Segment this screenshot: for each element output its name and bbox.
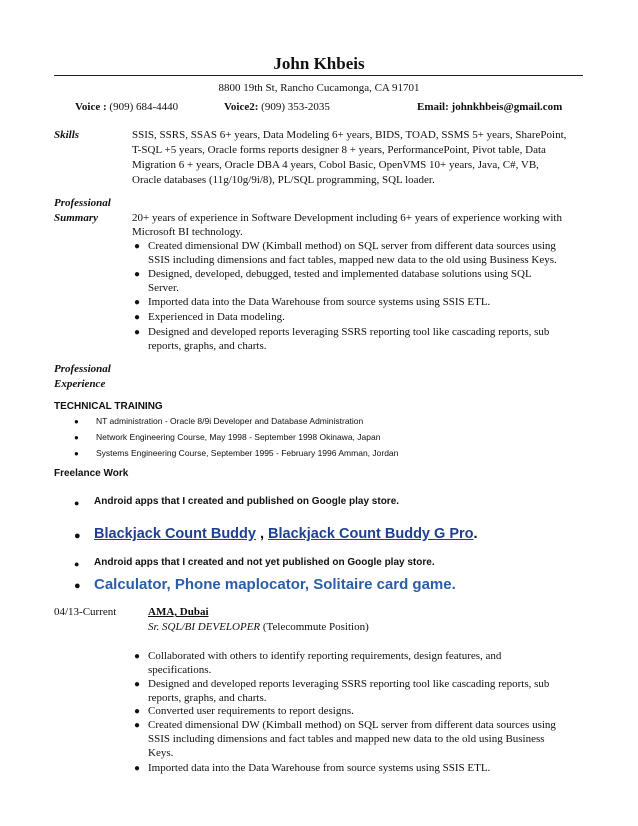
blackjack-count-buddy-link[interactable]: Blackjack Count Buddy: [94, 526, 256, 542]
freelance-title: Freelance Work: [54, 468, 129, 479]
bullet-icon: ●: [134, 297, 141, 308]
bullet-icon: ●: [134, 312, 141, 323]
bullet-icon: ●: [74, 580, 81, 592]
skills-line: SSIS, SSRS, SSAS 6+ years, Data Modeling 6+ years, BIDS, TOAD, SSMS 5+ years, SharePoint,: [132, 129, 567, 141]
summary-bullet: SSIS including dimensions and fact tables, mapped new data to the old using Business Keys.: [148, 254, 557, 266]
training-title: TECHNICAL TRAINING: [54, 401, 163, 412]
email: Email: johnkhbeis@gmail.com: [417, 101, 563, 113]
bullet-icon: ●: [134, 651, 141, 662]
blackjack-count-buddy-g-pro-link[interactable]: Blackjack Count Buddy G Pro: [268, 526, 474, 542]
summary-bullet: Designed, developed, debugged, tested and implemented database solutions using SQL: [148, 268, 532, 280]
summary-intro: 20+ years of experience in Software Development including 6+ years of experience working with: [132, 212, 562, 224]
job-bullet: reports, graphs, and charts.: [148, 692, 267, 704]
bullet-icon: ●: [134, 763, 141, 774]
job-bullet: specifications.: [148, 664, 212, 676]
bullet-icon: ●: [74, 433, 79, 442]
skills-line: Migration 6 + years, Oracle DBA 4 years, Cobol Basic, OpenVMS 10+ years, Java, C#, VB,: [132, 159, 539, 171]
header-divider: [54, 75, 583, 76]
published-apps-note: Android apps that I created and published on Google play store.: [94, 496, 400, 507]
job-bullet: Designed and developed reports leveraging SSRS reporting tool like cascading reports, sub: [148, 678, 550, 690]
training-item: Network Engineering Course, May 1998 - September 1998 Okinawa, Japan: [96, 432, 381, 442]
published-apps-line: [94, 526, 478, 542]
bullet-icon: ●: [74, 559, 80, 569]
job-company: AMA, Dubai: [148, 606, 209, 618]
email-contact: [417, 101, 562, 113]
skills-line: Oracle databases (11g/10g/9i/8), PL/SQL programming, SQL loader.: [132, 174, 435, 186]
training-item: NT administration - Oracle 8/9i Developer and Database Administration: [96, 416, 364, 426]
unpublished-apps-list: Calculator, Phone maplocator, Solitaire card game.: [94, 576, 456, 593]
job-dates: 04/13-Current: [54, 606, 117, 618]
job-bullet: Created dimensional DW (Kimball method) on SQL server from different data sources using: [148, 719, 556, 731]
apps-separator: ,: [255, 526, 269, 542]
apps-period: .: [473, 526, 478, 542]
bullet-icon: ●: [134, 706, 141, 717]
job-bullet: Converted user requirements to report designs.: [148, 705, 354, 717]
voice2-contact: [224, 101, 330, 113]
candidate-name: John Khbeis: [273, 54, 365, 73]
summary-label: Summary: [54, 212, 99, 224]
training-item: Systems Engineering Course, September 1995 - February 1996 Amman, Jordan: [96, 448, 399, 458]
job-role-line: [148, 620, 369, 635]
bullet-icon: ●: [134, 241, 141, 252]
skills-line: T-SQL +5 years, Oracle forms reports designer 8 + years, PerformancePoint, Pivot table, Data: [132, 144, 546, 156]
summary-bullet: Server.: [148, 282, 179, 294]
bullet-icon: ●: [134, 269, 141, 280]
job-bullet: Collaborated with others to identify reporting requirements, design features, and: [148, 650, 502, 662]
address: 8800 19th St, Rancho Cucamonga, CA 91701: [218, 82, 420, 94]
bullet-icon: ●: [74, 449, 79, 458]
summary-bullet: Imported data into the Data Warehouse from source systems using SSIS ETL.: [148, 296, 491, 308]
bullet-icon: ●: [74, 498, 80, 508]
voice-label: Voice :: [75, 101, 107, 113]
job-bullet: Imported data into the Data Warehouse from source systems using SSIS ETL.: [148, 762, 491, 774]
job-role-note: (Telecommute Position): [260, 621, 369, 633]
bullet-icon: ●: [74, 417, 79, 426]
bullet-icon: ●: [134, 679, 141, 690]
bullet-icon: ●: [134, 720, 141, 731]
bullet-icon: ●: [134, 327, 141, 338]
summary-label: Professional: [54, 197, 111, 209]
unpublished-apps-note: Android apps that I created and not yet published on Google play store.: [94, 557, 435, 568]
experience-label: Professional: [54, 363, 111, 375]
summary-bullet: Designed and developed reports leveraging SSRS reporting tool like cascading reports, sub: [148, 326, 550, 338]
voice2-label: Voice2:: [224, 101, 259, 113]
job-bullet: Keys.: [148, 747, 174, 759]
summary-intro: Microsoft BI technology.: [132, 226, 243, 238]
job-bullet: SSIS including dimensions and fact tables and mapped new data to the old using Business: [148, 733, 545, 745]
summary-bullet: Created dimensional DW (Kimball method) on SQL server from different data sources using: [148, 240, 556, 252]
summary-bullet: Experienced in Data modeling.: [148, 311, 285, 323]
voice2-value: (909) 353-2035: [261, 101, 330, 113]
job-role: Sr. SQL/BI DEVELOPER: [148, 621, 261, 633]
voice-contact: [75, 101, 178, 113]
summary-bullet: reports, graphs, and charts.: [148, 340, 267, 352]
skills-label: Skills: [54, 129, 80, 141]
experience-label: Experience: [54, 378, 106, 390]
bullet-icon: ●: [74, 530, 81, 542]
voice-value: (909) 684-4440: [109, 101, 179, 113]
